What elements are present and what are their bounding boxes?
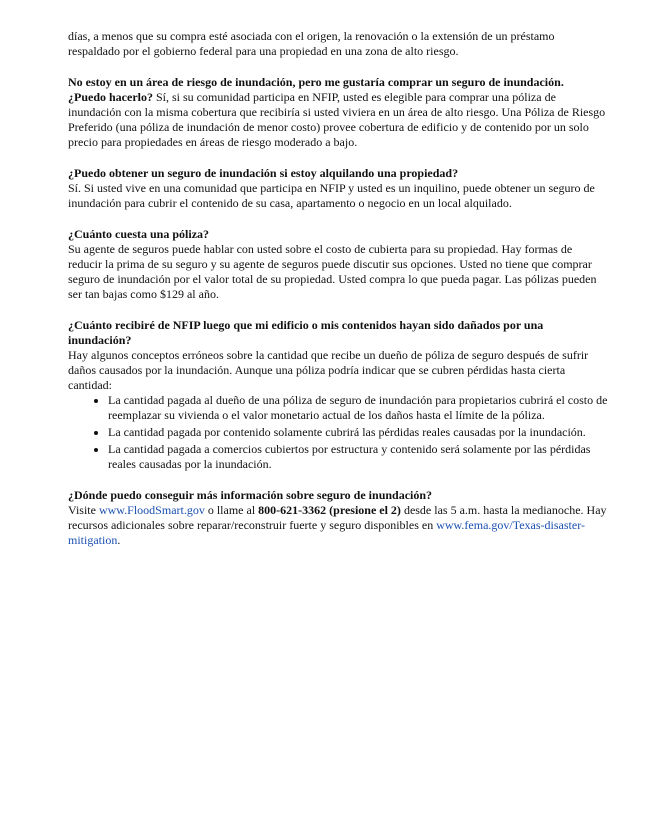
section-non-risk-area [68, 75, 608, 150]
section-body-text: Sí, si su comunidad participa en NFIP, usted es elegible para comprar una póliza de inundación con la misma cobertura que recibiría si usted viviera en un área de alto riesgo. Una Póliza de Riesgo Preferido (una póliza de inundación de menor costo) provee cobertura de edificio y de contenido por un solo precio para propiedades en áreas de riesgo moderado a bajo. [68, 90, 606, 149]
body-text: . [117, 533, 121, 547]
list-item: • La cantidad pagada por contenido solamente cubrirá las pérdidas reales causadas por la inundación. [108, 425, 608, 440]
section-body [68, 503, 608, 548]
section-heading: ¿Cuánto recibiré de NFIP luego que mi edificio o mis contenidos hayan sido dañados por una inundación? [68, 318, 544, 347]
section-heading: ¿Puedo obtener un seguro de inundación si estoy alquilando una propiedad? [68, 166, 459, 180]
section-renting [68, 166, 608, 211]
section-body: Su agente de seguros puede hablar con usted sobre el costo de cubierta para su propiedad. Hay formas de reducir la prima de su seguro y su agente de seguros puede discutir sus opciones. Usted no tiene que comprar seguro de inundación por el valor total de su propiedad. Usted compra lo que pueda pagar. Las pólizas pueden ser tan bajas como $129 al año. [68, 242, 597, 301]
section-body: Sí. Si usted vive en una comunidad que participa en NFIP y usted es un inquilino, puede obtener un seguro de inundación para cubrir el contenido de su casa, apartamento o negocio en un local alquilado. [68, 181, 595, 210]
phone-number: 800-621-3362 (presione el 2) [258, 503, 401, 517]
intro-continuation: días, a menos que su compra esté asociada con el origen, la renovación o la extensión de un préstamo respaldado por el gobierno federal para una propiedad en una zona de alto riesgo. [68, 29, 555, 58]
section-cost [68, 227, 608, 302]
body-text: Visite [68, 503, 99, 517]
list-item: • La cantidad pagada a comercios cubiertos por estructura y contenido será solamente por las pérdidas reales causadas por la inundación. [108, 442, 608, 472]
list-item: • La cantidad pagada al dueño de una póliza de seguro de inundación para propietarios cubrirá el costo de reemplazar su vivienda o el valor monetario actual de los daños hasta el límite de la póliza. [108, 393, 608, 423]
body-text: o llame al [204, 503, 259, 517]
section-body [68, 90, 608, 150]
section-subheading: ¿Puedo hacerlo? [68, 90, 153, 104]
section-more-info [68, 488, 608, 548]
body-text: desde las 5 a.m. hasta la medianoche. Hay recursos adicionales sobre reparar/reconstruir fuerte y seguro disponibles en [68, 503, 607, 532]
section-heading: ¿Dónde puedo conseguir más información sobre seguro de inundación? [68, 488, 433, 502]
document-content [68, 29, 608, 564]
fema-mitigation-link[interactable]: www.fema.gov/Texas-disaster-mitigation [68, 518, 585, 547]
section-heading: No estoy en un área de riesgo de inundación, pero me gustaría comprar un seguro de inundación. [68, 75, 564, 89]
floodsmart-link[interactable]: www.FloodSmart.gov [98, 503, 205, 517]
section-heading: ¿Cuánto cuesta una póliza? [68, 227, 210, 241]
section-body: Hay algunos conceptos erróneos sobre la cantidad que recibe un dueño de póliza de seguro después de sufrir daños causados por la inundación. Aunque una póliza podría indicar que se cubren pérdidas hasta cierta cantidad: [68, 348, 589, 392]
payout-bullet-list [68, 393, 608, 472]
section-nfip-payout [68, 318, 608, 472]
